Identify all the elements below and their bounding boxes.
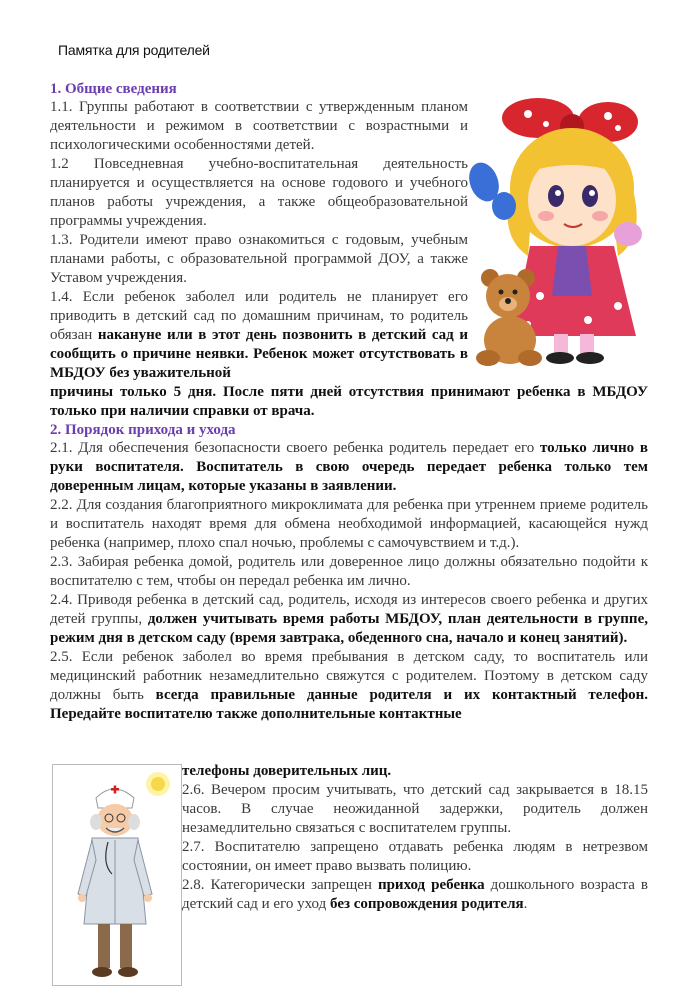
paragraph-2-3: 2.3. Забирая ребенка домой, родитель или доверенное лицо должны обязательно подойти к воспитателю с тем, чтобы он передал ребенка им лично. — [50, 554, 648, 589]
section-heading-arrival: 2. Порядок прихода и ухода — [50, 422, 236, 438]
paragraph-2-5-end — [182, 762, 648, 781]
section-heading-general: 1. Общие сведения — [50, 81, 177, 97]
paragraph-1-4 — [50, 288, 468, 383]
paragraph-2-8-bold-a: приход ребенка — [377, 877, 485, 893]
paragraph-2-8-text-a: 2.8. Категорически запрещен — [182, 877, 378, 893]
paragraph-2-5-text: 2.5. Если ребенок заболел во время пребывания в детском саду, то воспитатель или медицинский работник незамедлительно свяжутся с родителем. Поэтому в детском саду должны быть — [50, 649, 648, 703]
paragraph-2-1-bold: только лично в руки воспитателя. Воспитатель в свою очередь передает ребенка только тем доверенным лицам, которые указаны в заявлении. — [50, 440, 649, 494]
paragraph-1-4-bold: накануне или в этот день позвонить в детский сад и сообщить о причине неявки. Ребенок может отсутствовать в МБДОУ без уважительной — [50, 327, 468, 381]
paragraph-2-4-text: 2.4. Приводя ребенка в детский сад, родитель, исходя из интересов своего ребенка и других детей группы, — [50, 592, 648, 627]
paragraph-2-8-text-b: дошкольного возраста в детский сад и его уход — [182, 877, 649, 912]
paragraph-2-7: 2.7. Воспитателю запрещено отдавать ребенка людям в нетрезвом состоянии, он имеет право вызвать полицию. — [182, 839, 648, 874]
paragraph-2-4 — [50, 591, 648, 648]
main-text — [50, 80, 648, 724]
paragraph-2-5-bold: всегда правильные данные родителя и их контактный телефон. Передайте воспитателю также дополнительные контактные — [50, 687, 648, 722]
paragraph-1-3: 1.3. Родители имеют право ознакомиться с годовым, учебным планами работы, с образовательной программой ДОУ, а также Уставом учреждения. — [50, 232, 468, 286]
paragraph-2-5 — [50, 648, 648, 724]
paragraph-2-1 — [50, 439, 648, 496]
paragraph-2-2: 2.2. Для создания благоприятного микроклимата для ребенка при утреннем приеме родитель и воспитатель находят время для обмена необходимой информацией, касающейся нужд ребенка (например, плохо спал ночью, проблемы с самочувствием и т.д.). — [50, 497, 648, 551]
doctor-illustration — [52, 764, 182, 986]
paragraph-1-2: 1.2 Повседневная учебно-воспитательная деятельность планируется и осуществляется на основе годового и учебного планов работы учреждения, а также общеобразовательной программы учреждения. — [50, 156, 468, 229]
paragraph-1-1: 1.1. Группы работают в соответствии с утвержденным планом деятельности и режимом в соответствии с возрастными и психологическими особенностями детей. — [50, 99, 468, 153]
paragraph-2-1-text: 2.1. Для обеспечения безопасности своего ребенка родитель передает его — [50, 440, 541, 456]
page-title: Памятка для родителей — [58, 42, 210, 58]
paragraph-1-4-continued — [50, 383, 648, 421]
paragraph-2-8 — [182, 876, 648, 914]
lower-text — [182, 762, 648, 914]
paragraph-2-8-period: . — [523, 896, 528, 912]
paragraph-2-4-bold: должен учитывать время работы МБДОУ, план деятельности в группе, режим дня в детском саду (время завтрака, обеденного сна, начало и конец занятий). — [50, 611, 648, 646]
paragraph-2-5-bold-end: телефоны доверительных лиц. — [182, 763, 392, 779]
paragraph-2-8-bold-b: без сопровождения родителя — [330, 896, 524, 912]
paragraph-1-4-text: 1.4. Если ребенок заболел или родитель не планирует его приводить в детский сад по домашним причинам, то родитель обязан — [50, 289, 468, 343]
paragraph-2-6: 2.6. Вечером просим учитывать, что детский сад закрывается в 18.15 часов. В случае неожиданной задержки, родитель должен незамедлительно связаться с воспитателем группы. — [182, 782, 648, 836]
paragraph-1-4-bold-continued: причины только 5 дня. После пяти дней отсутствия принимают ребенка в МБДОУ только при наличии справки от врача. — [50, 384, 648, 419]
